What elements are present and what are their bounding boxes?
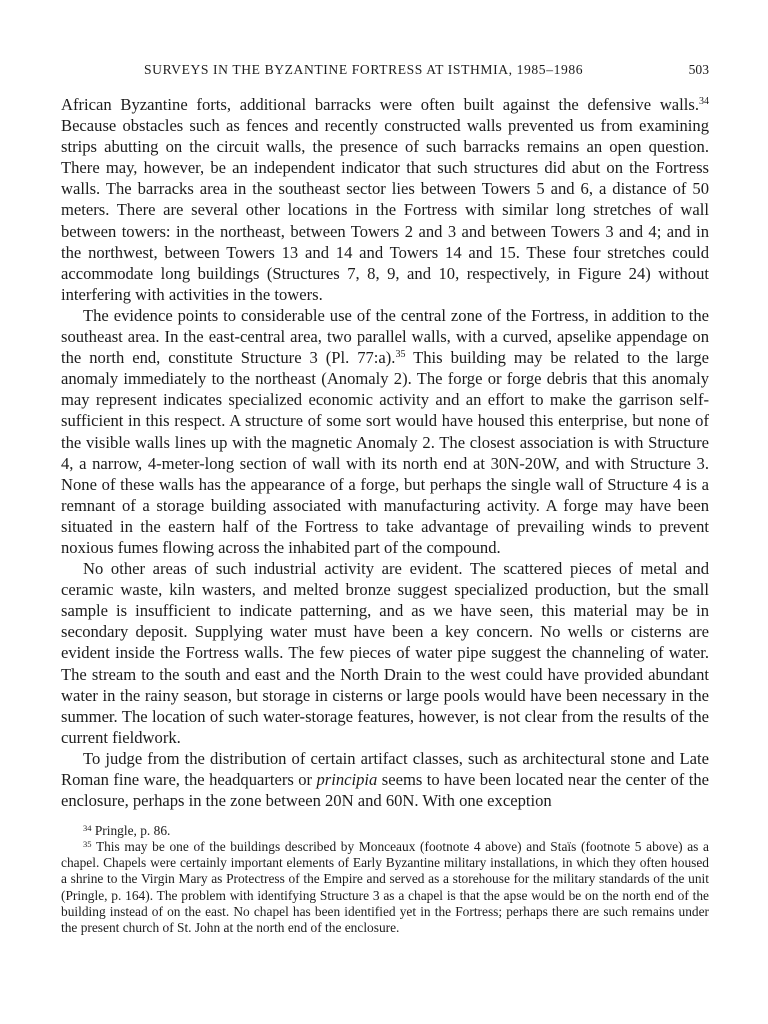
footnote-mark: 34	[83, 823, 92, 834]
paragraph	[61, 305, 709, 558]
footnote-ref: 35	[395, 349, 406, 361]
footnote	[61, 823, 709, 839]
body-text	[61, 94, 709, 811]
text-run: This building may be related to the large anomaly immediately to the northeast (Anomaly 2). The forge or forge debris that this anomaly may represent indicates specialized economic activity and an effort to make the garrison self-sufficient in this respect. A structure of some sort would have housed this enterprise, but none of the visible walls lines up with the magnetic Anomaly 2. The closest association is with Structure 4, a narrow, 4-meter-long section of wall with its north end at 30N-20W, and with Structure 3. None of these walls has the appearance of a forge, but perhaps the single wall of Structure 4 is a remnant of a storage building associated with manufacturing activity. A forge may have been situated in the eastern half of the Fortress to take advantage of prevailing winds to prevent noxious fumes flowing across the inhabited part of the compound.	[61, 348, 710, 557]
running-title: SURVEYS IN THE BYZANTINE FORTRESS AT ISTHMIA, 1985–1986	[144, 62, 584, 77]
page-number: 503	[688, 62, 709, 77]
text-run: African Byzantine forts, additional barracks were often built against the defensive walls.	[61, 95, 699, 114]
paragraph	[61, 748, 709, 811]
text-run: No other areas of such industrial activity are evident. The scattered pieces of metal and ceramic waste, kiln wasters, and melted bronze suggest specialized production, but the small sample is insufficient to indicate patterning, and as we have seen, this material may be in secondary deposit. Supplying water must have been a key concern. No wells or cisterns are evident inside the Fortress walls. The few pieces of water pipe suggest the channeling of water. The stream to the south and east and the North Drain to the west could have provided abundant water in the rainy season, but storage in cisterns or large pools would have been necessary in the summer. The location of such water-storage features, however, is not clear from the results of the current fieldwork.	[61, 559, 709, 747]
paragraph	[61, 94, 709, 305]
footnote	[61, 839, 709, 936]
footnote-text: Pringle, p. 86.	[94, 823, 171, 839]
running-head	[61, 60, 709, 82]
page	[61, 60, 709, 936]
text-run: The evidence points to considerable use of the central zone of the Fortress, in addition to the southeast area. In the east-central area, two parallel walls, with a curved, apselike appendage on the north end, constitute Structure 3 (Pl. 77:a).	[61, 305, 709, 368]
emphasis: principia	[316, 770, 378, 789]
footnote-mark: 35	[83, 839, 92, 850]
text-run: To judge from the distribution of certain artifact classes, such as architectural stone and Late Roman fine ware, the headquarters or	[61, 748, 709, 789]
paragraph	[61, 558, 709, 748]
footnote-text: This may be one of the buildings described by Monceaux (footnote 4 above) and Staïs (footnote 5 above) as a chapel. Chapels were certainly important elements of Early Byzantine military installations, in which they often housed a shrine to the Virgin Mary as Protectress of the Empire and served as a storehouse for the military standards of the unit (Pringle, p. 164). The problem with identifying Structure 3 as a chapel is that the apse would be on the north end of the building instead of on the east. No chapel has been identified yet in the Fortress; perhaps there are such remains under the present church of St. John at the north end of the enclosure.	[61, 839, 709, 935]
footnote-ref: 34	[699, 96, 709, 107]
text-run: seems to have been located near the center of the enclosure, perhaps in the zone between 20N and 60N. With one exception	[61, 770, 709, 811]
footnotes	[61, 823, 709, 936]
text-run: Because obstacles such as fences and recently constructed walls prevented us from examining strips abutting on the circuit walls, the presence of such barracks remains an open question. There may, however, be an independent indicator that such structures did abut on the Fortress walls. The barracks area in the southeast sector lies between Towers 5 and 6, a distance of 50 meters. There are several other locations in the Fortress with similar long stretches of wall between towers: in the northeast, between Towers 2 and 3 and between Towers 3 and 4; and in the northwest, between Towers 13 and 14 and Towers 14 and 15. These four stretches could accommodate long buildings (Structures 7, 8, 9, and 10, respectively, in Figure 24) without interfering with activities in the towers.	[61, 116, 709, 304]
